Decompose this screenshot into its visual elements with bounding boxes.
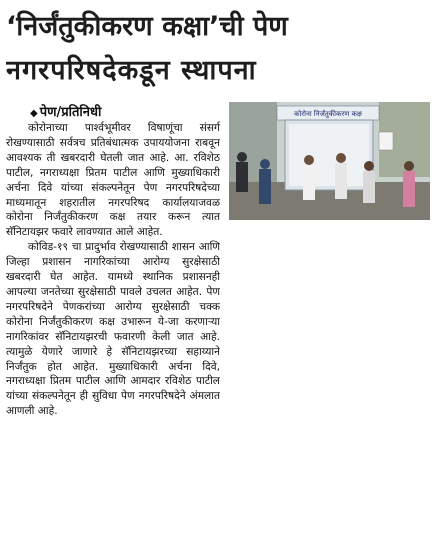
article-paragraph-2: कोविड-१९ चा प्रादुर्भाव रोखण्यासाठी शासन आणि जिल्हा प्रशासन नागरिकांच्या आरोग्य सुरक्षेसाठी खबरदारी घेत आहेत. यामध्ये स्थानिक प्रशासनही आपल्या जनतेच्या सुरक्षेसाठी पावले उचलत आहेत. पेण नगरपरिषदेने पेणकरांच्या आरोग्य सुरक्षेसाठी चक्क कोरोना निर्जंतुकीकरण कक्ष उभारून ये-जा करणाऱ्या नागरिकांवर सॅनिटायझरची फवारणी केली जात आहे. त्यामुळे येणारे जाणारे हे सॅनिटायझरच्या सहाय्याने निर्जंतुक होत आहेत. मुख्याधिकारी अर्चना दिवे, नगराध्यक्षा प्रितम पाटील आणि आमदार रविशेठ पाटील यांच्या संकल्पनेतून ही सुविधा पेण नगरपरिषदेने अंमलात आणली आहे.: [6, 241, 220, 418]
headline-line-1: ‘निर्जंतुकीकरण कक्षा’ची पेण: [6, 11, 288, 42]
dateline-text: पेण/प्रतिनिधी: [39, 105, 102, 120]
disinfection-tunnel-illustration: [229, 102, 430, 220]
article-column-left: [6, 121, 220, 549]
banner-text: कोरोना निर्जंतुकीकरण कक्ष: [294, 110, 362, 118]
headline-line-2: नगरपरिषदेकडून स्थापना: [6, 55, 257, 86]
news-photo: [229, 102, 430, 220]
dateline: [30, 102, 101, 120]
article-paragraph-1: कोरोनाच्या पार्श्वभूमीवर विषाणूंचा संसर्ग रोखण्यासाठी सर्वत्रच प्रतिबंधात्मक उपाययोजना राबवून आवश्यक ती खबरदारी घेतली जात आहे. आ. रविशेठ पाटील, नगराध्यक्षा प्रितम पाटील आणि मुख्याधिकारी अर्चना दिवे यांच्या संकल्पनेतून पेण नगरपरिषदेच्या माध्यमातून शहरातील नगरपरिषद कार्यालयाजवळ कोरोना निर्जंतुकीकरण कक्ष तयार करून त्यात सॅनिटायझर फवारे लावण्यात आले आहेत.: [6, 122, 220, 239]
article-column-right: [229, 234, 429, 550]
diamond-bullet-icon: ◆: [30, 108, 38, 119]
